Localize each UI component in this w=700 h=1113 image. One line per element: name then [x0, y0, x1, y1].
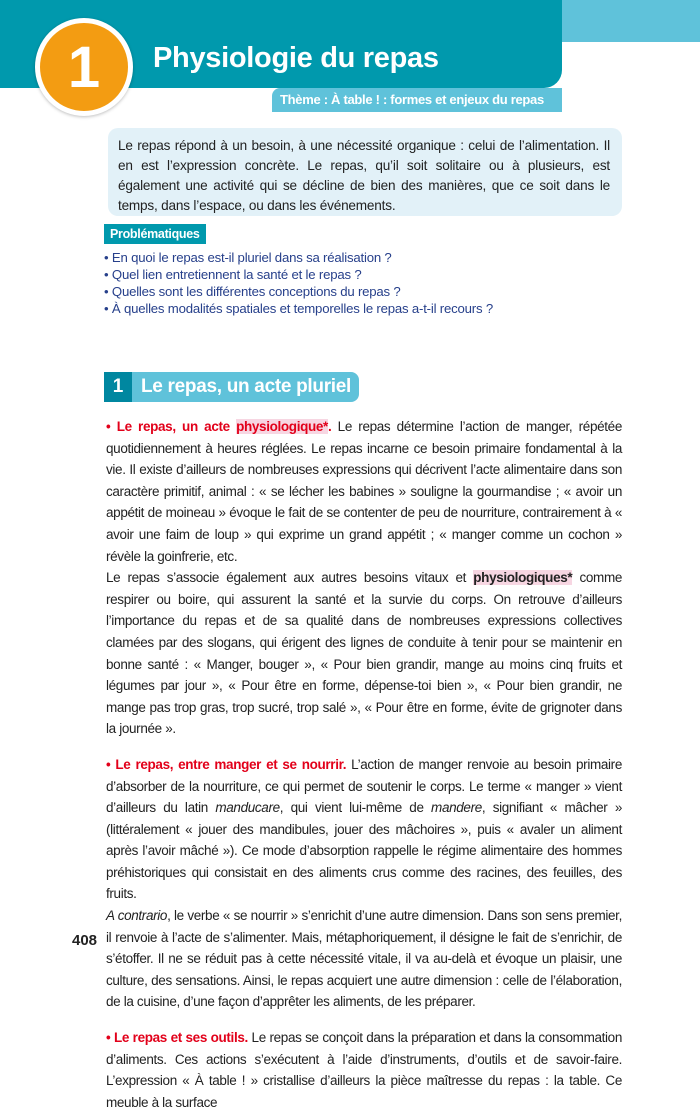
- paragraph-lead-end: .: [327, 419, 332, 434]
- page-number: 408: [72, 932, 98, 949]
- problematiques-label: Problématiques: [104, 224, 206, 244]
- paragraph-lead: • Le repas, un acte: [106, 419, 237, 434]
- paragraph: [106, 416, 622, 567]
- paragraph-text: Le repas détermine l’action de manger, répétée quotidiennement à heures réglées. Le repas incarne ce besoin primaire fondamental à la vie. Il existe d’ailleurs de nombreuses expressions qui décrivent l’acte alimentaire dans son caractère primitif, animal : « se lécher les babines » souligne la gourmandise ; « avoir un appétit de moineau » évoque le fait de se contenter de peu de nourriture, contrairement à « avoir une faim de loup » qui exprime un grand appétit ; « manger comme un cochon » révèle la goinfrerie, etc.: [106, 419, 622, 564]
- header-corner-accent: [562, 0, 700, 42]
- latin-term: mandere: [431, 800, 482, 816]
- paragraph-text: , signifiant « mâcher » (littéralement « jouer des mandibules, jouer des mâchoires », puis « avaler un aliment après l’avoir mâché »). Ce mode d’absorption rappelle le régime alimentaire des hommes préhistoriques qui consistait en des aliments crus comme des racines, des feuilles, des fruits.: [106, 800, 622, 902]
- paragraph-text: , qui vient lui-même de: [279, 800, 432, 816]
- list-item: • En quoi le repas est-il pluriel dans sa réalisation ?: [104, 250, 392, 265]
- chapter-number-badge: 1: [35, 18, 133, 116]
- problematiques-list: [104, 249, 493, 317]
- paragraph-text: Le repas se conçoit dans la préparation et dans la consommation d’aliments. Ces actions s’exécutent à l’aide d’instruments, d’outils et de savoir-faire. L’expression « À table ! » cristallise d’ailleurs la pièce maîtresse du repas : la table. Ce meuble à la surface: [106, 1030, 622, 1110]
- paragraph: [106, 1027, 622, 1113]
- section-number: 1: [104, 372, 132, 402]
- body-text: [106, 416, 622, 1113]
- paragraph: [106, 905, 622, 1013]
- paragraph-text: Le repas s’associe également aux autres besoins vitaux et: [106, 570, 474, 586]
- list-item: • À quelles modalités spatiales et temporelles le repas a-t-il recours ?: [104, 301, 493, 316]
- list-item: • Quel lien entretiennent la santé et le repas ?: [104, 267, 362, 282]
- paragraph-text: comme respirer ou boire, qui assurent la santé et la survie du corps. On retrouve d’ailleurs l’importance du repas et de sa qualité dans de nombreuses expressions collectives clamées par des slogans, qui érigent des lignes de conduite à tenir pour se maintenir en bonne santé : « Manger, bouger », « Pour bien grandir, mange au moins cinq fruits et légumes par jour », « Pour être en forme, dépense-toi bien », « Pour bien grandir, ne mange pas trop gras, trop sucré, trop salé », « Pour être en forme, évite de grignoter dans la journée ».: [106, 570, 622, 737]
- paragraph-text: , le verbe « se nourrir » s’enrichit d’une autre dimension. Dans son sens premier, il renvoie à l’acte de s’alimenter. Mais, métaphoriquement, il désigne le fait de s’enrichir, de s’étoffer. Il ne se réduit pas à cette nécessité vitale, il va au-delà et évoque un plaisir, une culture, des sensations. Ainsi, le repas acquiert une autre dimension : celle de l’élaboration, de la cuisine, d’une façon d’apprêter les aliments, de les préparer.: [106, 908, 622, 1010]
- chapter-title: Physiologie du repas: [153, 42, 439, 74]
- latin-term: A contrario: [106, 908, 168, 924]
- paragraph-lead: • Le repas et ses outils.: [106, 1030, 248, 1046]
- paragraph-lead: • Le repas, entre manger et se nourrir.: [106, 756, 347, 772]
- latin-term: manducare: [215, 800, 280, 816]
- list-item: • Quelles sont les différentes conceptions du repas ?: [104, 284, 401, 299]
- glossary-term: physiologiques*: [473, 570, 573, 586]
- section-title: Le repas, un acte pluriel: [141, 376, 352, 397]
- theme-banner: Thème : À table ! : formes et enjeux du repas: [272, 88, 562, 112]
- paragraph-text: L’action de manger renvoie au besoin primaire d’absorber de la nourriture, ce qui permet de soutenir le corps. Le terme « manger » vient d’ailleurs du latin: [106, 756, 622, 816]
- paragraph: [106, 567, 622, 740]
- glossary-term: physiologique*: [236, 419, 328, 434]
- paragraph: [106, 754, 622, 905]
- section-heading: [104, 372, 359, 402]
- intro-box: Le repas répond à un besoin, à une nécessité organique : celui de l’alimentation. Il en est l’expression concrète. Le repas, qu’il soit solitaire ou à plusieurs, est également une activité qui se décline de bien des manières, que ce soit dans le temps, dans l’espace, ou dans les événements.: [108, 128, 622, 216]
